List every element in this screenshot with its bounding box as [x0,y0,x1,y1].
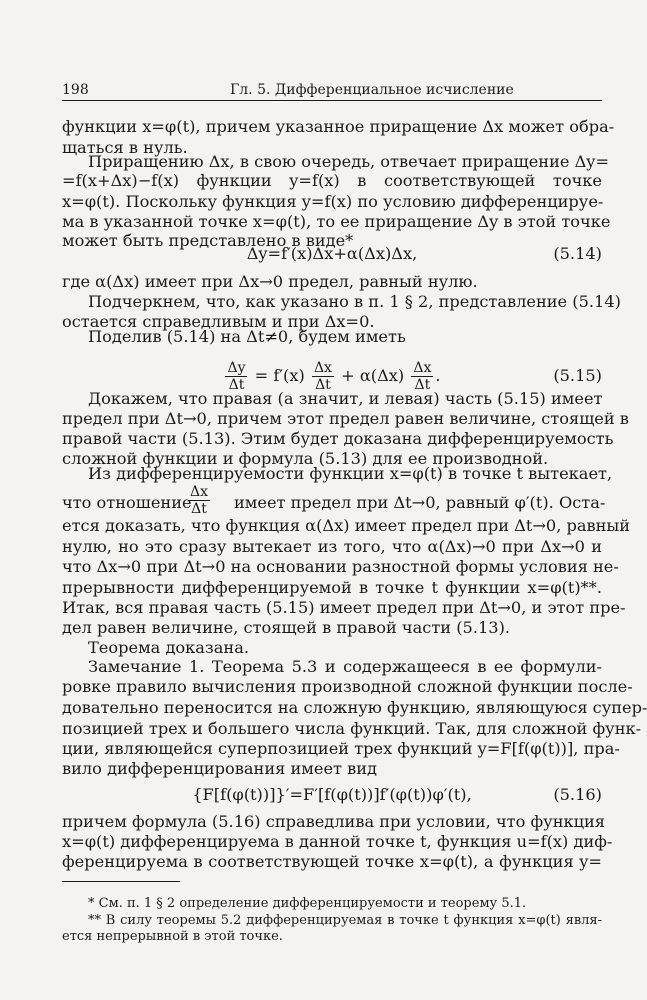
header-rule [62,100,602,101]
text-line: x=φ(t). Поскольку функция y=f(x) по условию дифференцируе- [62,192,604,211]
text-line: позицией трех и большего числа функций. Так, для сложной функ- [62,719,642,738]
text-line: Итак, вся правая часть (5.15) имеет предел при Δt→0, и этот пре- [62,598,626,617]
text-line: вило дифференцирования имеет вид [62,759,378,778]
text-line: ции, являющейся суперпозицией трех функций y=F[f(φ(t))], пра- [62,739,620,758]
text-line: сложной функции и формула (5.13) для ее производной. [62,449,549,468]
text-line: Подчеркнем, что, как указано в п. 1 § 2, представление (5.14) [88,292,621,311]
text-line: =f(x+Δx)−f(x) функции y=f(x) в соответствующей точке [62,171,602,190]
text-line: предел при Δt→0, причем этот предел равен величине, стоящей в [62,409,629,428]
equation-number: (5.14) [553,244,602,263]
text-line: Докажем, что правая (а значит, и левая) часть (5.15) имеет [88,389,603,408]
equation-body: {F[f(φ(t))]}′=F′[f(φ(t))]f′(φ(t))φ′(t), [192,785,472,804]
ratio-fraction: $\frac{\Delta x}{\Delta t}$ [190,484,209,517]
text-line: Приращению Δx, в свою очередь, отвечает приращение Δy= [88,152,610,171]
equation-5-15: $\frac{\Delta y}{\Delta t}$ = f′(x) $\frac{\Delta x}{\Delta t}$ + α(Δx) $\frac{\Delta x}{\Delta t}$ . (5.15) [62,357,602,395]
text-line: ма в указанной точке x=φ(t), то ее приращение Δy в этой точке [62,212,611,231]
text-line: что Δx→0 при Δt→0 на основании разностной формы условия не- [62,557,619,576]
text-line: Из дифференцируемости функции x=φ(t) в точке t вытекает, [88,464,613,483]
page-number: 198 [62,82,89,98]
text-line: ференцируема в соответствующей точке x=φ(t), а функция y= [62,852,602,871]
text-line: x=φ(t) дифференцируема в данной точке t, функция u=f(x) диф- [62,832,613,851]
text-line: где α(Δx) имеет при Δx→0 предел, равный нулю. [62,272,478,291]
text-line: нулю, но это сразу вытекает из того, что α(Δx)→0 при Δx→0 и [62,537,602,556]
text-line: правой части (5.13). Этим будет доказана дифференцируемость [62,429,614,448]
running-title: Гл. 5. Дифференциальное исчисление [230,82,514,98]
text-line: довательно переносится на сложную функцию, являющуюся супер- [62,698,647,717]
text-line: ется доказать, что функция α(Δx) имеет предел при Δt→0, равный [62,516,631,535]
equation-number: (5.15) [553,366,602,385]
text-line: Теорема доказана. [88,638,249,657]
footnote-2-cont: ется непрерывной в этой точке. [62,929,283,944]
text-line: щаться в нуль. [62,138,188,157]
text-line: остается справедливым и при Δx=0. [62,312,375,331]
text-line: прерывности дифференцируемой в точке t функции x=φ(t)**. [62,578,602,597]
text-line: дел равен величине, стоящей в правой части (5.13). [62,618,511,637]
equation-body: Δy=f′(x)Δx+α(Δx)Δx, [246,244,418,263]
equation-number: (5.16) [553,785,602,804]
text-line: причем формула (5.16) справедлива при условии, что функция [62,812,606,831]
text-line: Поделив (5.14) на Δt≠0, будем иметь [88,327,406,346]
running-header [62,82,602,98]
text-line: может быть представлено в виде* [62,231,354,250]
text-line: функции x=φ(t), причем указанное приращение Δx может обра- [62,117,615,136]
text-line: ровке правило вычисления производной сложной функции после- [62,677,633,696]
fraction: $\frac{\Delta x}{\Delta t}$ [313,360,332,393]
text-line: Замечание 1. Теорема 5.3 и содержащееся в ее формули- [88,657,602,676]
footnote-2: ** В силу теоремы 5.2 дифференцируемая в точке t функция x=φ(t) явля- [88,913,602,928]
footnote-1: * См. п. 1 § 2 определение дифференцируемости и теорему 5.1. [88,896,527,911]
text-line-with-fraction: что отношение $\frac{\Delta x}{\Delta t}$ имеет предел при Δt→0, равный φ′(t). Оста- [62,484,606,517]
fraction: $\frac{\Delta y}{\Delta t}$ [227,360,246,393]
equation-5-16 [62,784,602,806]
footnote-rule [62,881,180,882]
fraction: $\frac{\Delta x}{\Delta t}$ [413,360,432,393]
equation-5-14 [62,243,602,265]
